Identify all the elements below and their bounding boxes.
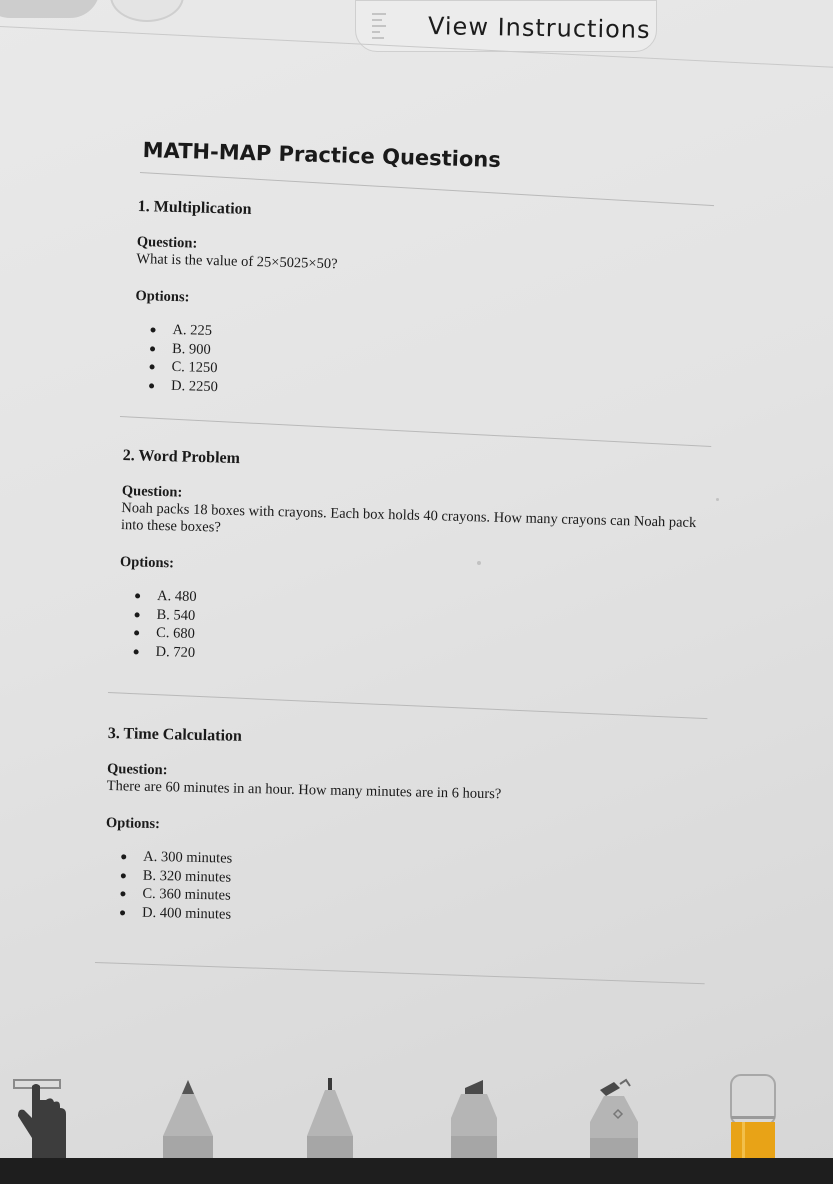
option-d[interactable]: D. 2250: [133, 376, 753, 411]
option-c[interactable]: C. 1250: [133, 358, 753, 393]
dust-speck: [477, 561, 481, 565]
option-c[interactable]: C. 360 minutes: [104, 885, 724, 916]
question-text: Noah packs 18 boxes with crayons. Each box holds 40 crayons. How many crayons can Noah pack into these boxes?: [120, 499, 697, 536]
option-d[interactable]: D. 400 minutes: [104, 903, 724, 934]
option-a[interactable]: A. 225: [134, 321, 754, 356]
option-c[interactable]: C. 680: [118, 624, 713, 658]
question-text: There are 60 minutes in an hour. How many minutes are in 6 hours?: [106, 777, 502, 803]
page-title: MATH-MAP Practice Questions: [142, 138, 502, 172]
options-label: Options:: [135, 287, 190, 306]
marker-icon[interactable]: [451, 1078, 497, 1158]
eraser-icon[interactable]: [730, 1074, 776, 1158]
question-3: [104, 725, 728, 935]
options-list: [104, 848, 725, 935]
option-a[interactable]: A. 300 minutes: [105, 848, 725, 879]
toolbar-base: [0, 1158, 833, 1184]
hand-tool-icon[interactable]: [10, 1078, 70, 1158]
divider: [108, 692, 707, 719]
question-label: Question:: [106, 760, 168, 779]
view-instructions-label: View Instructions: [427, 12, 651, 44]
pencil-icon[interactable]: [163, 1078, 213, 1158]
option-b[interactable]: B. 540: [118, 605, 713, 639]
question-heading: 3. Time Calculation: [107, 725, 243, 745]
question-2: [117, 447, 717, 677]
dust-speck: [716, 498, 719, 501]
option-b[interactable]: B. 900: [134, 339, 754, 374]
options-list: [117, 587, 714, 677]
question-heading: 1. Multiplication: [137, 198, 252, 218]
question-1: [133, 198, 758, 411]
options-list: [133, 321, 755, 411]
question-heading: 2. Word Problem: [122, 447, 241, 468]
pen-icon[interactable]: [307, 1078, 353, 1158]
options-label: Options:: [105, 814, 161, 833]
question-label: Question:: [121, 482, 183, 501]
divider: [120, 416, 711, 447]
options-label: Options:: [119, 553, 175, 572]
question-text: What is the value of 25×5025×50?: [136, 250, 338, 273]
divider: [95, 962, 705, 984]
drawing-toolbar: [0, 1050, 833, 1184]
option-a[interactable]: A. 480: [119, 587, 714, 621]
lasso-icon[interactable]: [590, 1078, 638, 1158]
option-d[interactable]: D. 720: [117, 642, 712, 676]
option-b[interactable]: B. 320 minutes: [105, 866, 725, 897]
question-label: Question:: [136, 233, 198, 252]
